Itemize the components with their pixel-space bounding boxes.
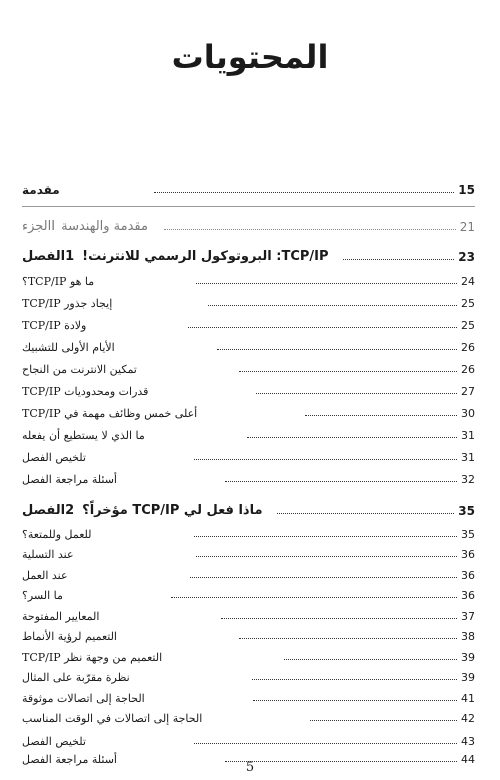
- entry-page: 23: [458, 250, 475, 264]
- entry-page: 36: [461, 548, 475, 561]
- entry-page: 37: [461, 610, 475, 623]
- dot-leader: [277, 512, 455, 514]
- entry-page: 31: [461, 429, 475, 442]
- entry-title: أسئلة مراجعة الفصل: [22, 473, 117, 486]
- chapter-label: الفصل: [22, 503, 66, 518]
- page-title: المحتويات: [171, 38, 329, 76]
- entry-title: عند التسلية: [22, 548, 74, 561]
- entry-page: 27: [461, 385, 475, 398]
- dot-leader: [305, 414, 457, 416]
- toc-entry[interactable]: [22, 664, 475, 684]
- entry-title: إيجاد جذور TCP/IP: [22, 297, 113, 310]
- dot-leader: [194, 458, 457, 460]
- dot-leader: [252, 678, 457, 680]
- entry-page: 35: [458, 504, 475, 518]
- entry-page: 39: [461, 651, 475, 664]
- toc-entry[interactable]: [22, 705, 475, 725]
- toc-entry-chapter-2[interactable]: [22, 498, 475, 518]
- divider: [22, 206, 475, 207]
- entry-page: 26: [461, 363, 475, 376]
- toc-entry[interactable]: [22, 541, 475, 561]
- dot-leader: [310, 719, 457, 721]
- entry-page: 25: [461, 297, 475, 310]
- entry-title: أسئلة مراجعة الفصل: [22, 753, 117, 766]
- toc-entry[interactable]: [22, 521, 475, 541]
- chapter-number: 2: [65, 503, 75, 518]
- dot-leader: [343, 258, 455, 260]
- chapter-label: الفصل: [22, 249, 66, 264]
- entry-page: 31: [461, 451, 475, 464]
- entry-page: 41: [461, 692, 475, 705]
- dot-leader: [239, 370, 457, 372]
- entry-page: 26: [461, 341, 475, 354]
- entry-title: الأيام الأولى للتشبيك: [22, 341, 115, 354]
- dot-leader: [253, 699, 457, 701]
- toc-entry[interactable]: [22, 422, 475, 442]
- entry-title: ما الذي لا يستطيع أن يفعله: [22, 429, 145, 442]
- entry-title: التعميم لرؤية الأنماط: [22, 630, 117, 643]
- entry-page: 32: [461, 473, 475, 486]
- entry-page: 35: [461, 528, 475, 541]
- entry-page: 36: [461, 589, 475, 602]
- entry-page: 42: [461, 712, 475, 725]
- dot-leader: [208, 304, 457, 306]
- entry-page: 15: [458, 183, 475, 197]
- entry-title: الحاجة إلى اتصالات في الوقت المناسب: [22, 712, 203, 725]
- entry-page: 36: [461, 569, 475, 582]
- part-label: الجزء: [22, 219, 52, 234]
- dot-leader: [194, 742, 457, 744]
- entry-title: أعلى خمس وظائف مهمة في TCP/IP: [22, 407, 198, 420]
- entry-title: تلخيص الفصل: [22, 735, 86, 748]
- toc-entry[interactable]: [22, 400, 475, 420]
- toc-entry[interactable]: [22, 356, 475, 376]
- toc-entry[interactable]: [22, 562, 475, 582]
- entry-page: 24: [461, 275, 475, 288]
- entry-title: تمكين الانترنت من النجاح: [22, 363, 137, 376]
- entry-page: 30: [461, 407, 475, 420]
- dot-leader: [239, 637, 457, 639]
- toc-entry[interactable]: [22, 290, 475, 310]
- dot-leader: [221, 617, 457, 619]
- entry-title: ما السر؟: [22, 589, 63, 602]
- toc-entry-part-1[interactable]: [22, 214, 475, 234]
- dot-leader: [164, 228, 456, 230]
- entry-page: 44: [461, 753, 475, 766]
- dot-leader: [247, 436, 457, 438]
- entry-title: الحاجة إلى اتصالات موثوقة: [22, 692, 145, 705]
- toc-entry[interactable]: [22, 603, 475, 623]
- toc-entry[interactable]: [22, 644, 475, 664]
- toc-entry[interactable]: [22, 268, 475, 288]
- dot-leader: [284, 658, 457, 660]
- toc-entry[interactable]: [22, 334, 475, 354]
- toc-entry[interactable]: [22, 378, 475, 398]
- entry-title: تلخيص الفصل: [22, 451, 86, 464]
- chapter-title: ماذا فعل لي TCP/IP مؤخراً؟: [82, 503, 263, 518]
- page-number: 5: [245, 760, 255, 775]
- dot-leader: [171, 596, 457, 598]
- entry-title: مقدمة: [22, 183, 60, 197]
- dot-leader: [154, 191, 455, 193]
- part-number: I: [51, 219, 56, 234]
- entry-title: التعميم من وجهة نظر TCP/IP: [22, 651, 163, 664]
- toc-entry[interactable]: [22, 623, 475, 643]
- toc-entry[interactable]: [22, 466, 475, 486]
- toc-entry[interactable]: [22, 728, 475, 748]
- dot-leader: [190, 576, 457, 578]
- dot-leader: [217, 348, 457, 350]
- dot-leader: [196, 555, 457, 557]
- entry-title: نظرة مقرّبة على المثال: [22, 671, 130, 684]
- entry-page: 21: [459, 220, 475, 234]
- toc-entry-intro[interactable]: [22, 177, 475, 197]
- toc-entry[interactable]: [22, 582, 475, 602]
- dot-leader: [196, 282, 457, 284]
- dot-leader: [188, 326, 457, 328]
- chapter-title: TCP/IP: البروتوكول الرسمي للانترنت!: [82, 249, 329, 264]
- dot-leader: [225, 480, 457, 482]
- entry-title: قدرات ومحدوديات TCP/IP: [22, 385, 149, 398]
- entry-title: المعايير المفتوحة: [22, 610, 100, 623]
- entry-title: ما هو TCP/IP؟: [22, 275, 95, 288]
- chapter-number: 1: [65, 249, 75, 264]
- part-title: مقدمة والهندسة: [61, 219, 148, 234]
- dot-leader: [256, 392, 457, 394]
- toc-entry[interactable]: [22, 444, 475, 464]
- entry-title: ولادة TCP/IP: [22, 319, 87, 332]
- entry-page: 38: [461, 630, 475, 643]
- toc-entry-chapter-1[interactable]: [22, 244, 475, 264]
- entry-page: 39: [461, 671, 475, 684]
- toc-entry[interactable]: [22, 312, 475, 332]
- entry-title: للعمل وللمتعة؟: [22, 528, 92, 541]
- toc-entry[interactable]: [22, 685, 475, 705]
- dot-leader: [194, 535, 457, 537]
- entry-page: 25: [461, 319, 475, 332]
- entry-page: 43: [461, 735, 475, 748]
- entry-title: عند العمل: [22, 569, 68, 582]
